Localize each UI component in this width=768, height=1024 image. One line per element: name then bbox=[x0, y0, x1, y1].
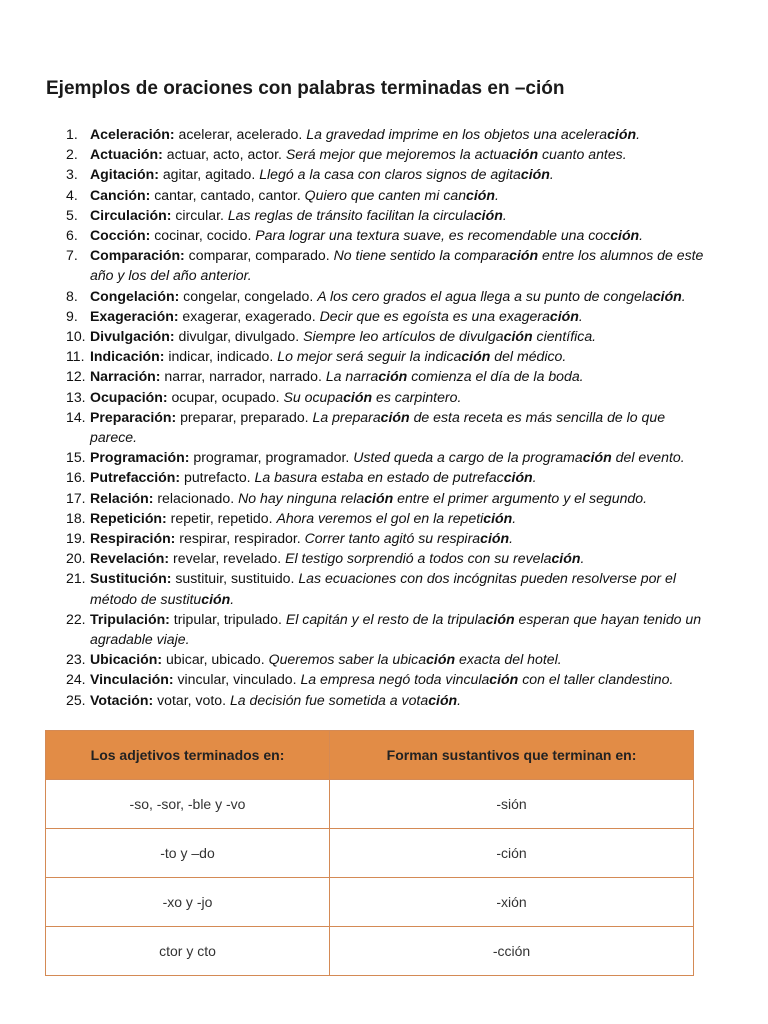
list-item bbox=[0, 124, 710, 144]
item-example: A los cero grados el agua llega a su punto de congela bbox=[317, 287, 653, 304]
item-suffix: ción bbox=[489, 671, 519, 688]
item-example-tail: . bbox=[580, 550, 585, 567]
item-number: 22. bbox=[66, 610, 86, 627]
item-example: No tiene sentido la compara bbox=[333, 247, 510, 264]
item-related-words: sustituir, sustituido. bbox=[171, 570, 299, 587]
item-number: 20. bbox=[66, 550, 86, 567]
item-word: Indicación: bbox=[90, 348, 165, 365]
item-related-words: ubicar, ubicado. bbox=[162, 651, 269, 668]
item-example-tail: . bbox=[509, 530, 514, 547]
item-word: Vinculación: bbox=[90, 671, 174, 688]
item-related-words: votar, voto. bbox=[153, 691, 230, 708]
item-example: La basura estaba en estado de putrefac bbox=[254, 469, 504, 486]
list-item bbox=[0, 144, 710, 164]
list-item bbox=[0, 649, 710, 669]
item-number: 15. bbox=[66, 449, 86, 466]
list-item bbox=[0, 568, 710, 608]
item-example-tail: con el taller clandestino. bbox=[518, 671, 674, 688]
item-word: Sustitución: bbox=[90, 570, 172, 587]
item-example-tail: . bbox=[578, 307, 583, 324]
table-row bbox=[46, 878, 694, 927]
item-example: Para lograr una textura suave, es recomendable una coc bbox=[255, 227, 611, 244]
item-example: Su ocupa bbox=[283, 388, 344, 405]
item-number: 14. bbox=[66, 408, 86, 425]
item-example-tail: . bbox=[495, 186, 499, 203]
item-example: La decisión fue sometida a vota bbox=[229, 691, 429, 708]
item-suffix: ción bbox=[509, 146, 539, 163]
item-related-words: putrefacto. bbox=[180, 469, 255, 486]
item-example: No hay ninguna rela bbox=[238, 489, 365, 506]
item-example: Ahora veremos el gol en la repeti bbox=[276, 509, 484, 526]
table-cell-adjective: -to y –do bbox=[46, 829, 330, 878]
table-row bbox=[46, 780, 694, 829]
table-header-nouns: Forman sustantivos que terminan en: bbox=[330, 731, 694, 780]
list-item bbox=[0, 164, 710, 184]
item-word: Divulgación: bbox=[90, 328, 175, 345]
list-item bbox=[0, 366, 710, 386]
item-suffix: ción bbox=[551, 550, 581, 567]
item-number: 9. bbox=[66, 307, 78, 324]
item-number: 6. bbox=[66, 227, 78, 244]
item-related-words: acelerar, acelerado. bbox=[174, 126, 307, 142]
item-suffix: ción bbox=[364, 489, 394, 506]
item-example-tail: . bbox=[636, 126, 640, 142]
item-suffix: ción bbox=[473, 206, 503, 223]
item-related-words: tripular, tripulado. bbox=[169, 610, 286, 627]
item-example: Lo mejor será seguir la indica bbox=[277, 348, 462, 365]
item-number: 5. bbox=[66, 206, 78, 223]
item-example-tail: exacta del hotel. bbox=[455, 651, 562, 668]
list-item bbox=[0, 205, 710, 225]
list-item bbox=[0, 669, 710, 689]
item-number: 2. bbox=[66, 146, 78, 163]
item-number: 12. bbox=[66, 368, 86, 385]
item-word: Exageración: bbox=[90, 307, 179, 324]
item-example-tail: de esta receta es más sencilla de lo que parece. bbox=[90, 408, 666, 446]
list-item bbox=[0, 508, 710, 528]
table-row bbox=[46, 829, 694, 878]
item-example-tail: . bbox=[681, 287, 686, 304]
table-cell-noun: -ción bbox=[330, 829, 694, 878]
item-word: Repetición: bbox=[90, 509, 167, 526]
item-number: 8. bbox=[66, 287, 78, 304]
item-suffix: ción bbox=[549, 307, 579, 324]
item-number: 24. bbox=[66, 671, 86, 688]
item-suffix: ción bbox=[378, 368, 408, 385]
list-item bbox=[0, 467, 710, 487]
item-number: 10. bbox=[66, 328, 86, 345]
item-suffix: ción bbox=[380, 408, 410, 425]
item-example-tail: . bbox=[549, 166, 554, 183]
list-item bbox=[0, 245, 710, 285]
item-word: Canción: bbox=[90, 186, 151, 203]
item-related-words: actuar, acto, actor. bbox=[162, 146, 286, 163]
item-word: Comparación: bbox=[90, 247, 185, 264]
item-example: La empresa negó toda vincula bbox=[300, 671, 490, 688]
item-number: 17. bbox=[66, 489, 86, 506]
item-suffix: ción bbox=[343, 388, 373, 405]
list-item bbox=[0, 225, 710, 245]
item-related-words: revelar, revelado. bbox=[169, 550, 286, 567]
item-example: El testigo sorprendió a todos con su revela bbox=[285, 550, 552, 567]
item-suffix: ción bbox=[426, 651, 456, 668]
item-related-words: circular. bbox=[171, 206, 228, 223]
item-suffix: ción bbox=[461, 348, 491, 365]
item-word: Preparación: bbox=[90, 408, 177, 425]
item-example-tail: entre los alumnos de este año y los del año anterior. bbox=[90, 247, 704, 284]
item-number: 3. bbox=[66, 166, 78, 183]
item-suffix: ción bbox=[485, 610, 515, 627]
list-item bbox=[0, 447, 710, 467]
table-cell-adjective: ctor y cto bbox=[46, 927, 330, 976]
item-example-tail: . bbox=[502, 206, 507, 223]
list-item bbox=[0, 286, 710, 306]
list-item bbox=[0, 488, 710, 508]
item-related-words: vincular, vinculado. bbox=[173, 671, 301, 688]
item-word: Actuación: bbox=[90, 146, 163, 163]
list-item bbox=[0, 548, 710, 568]
suffix-table bbox=[45, 730, 694, 976]
item-word: Tripulación: bbox=[90, 610, 170, 627]
page-title: Ejemplos de oraciones con palabras terminadas en –ción bbox=[46, 78, 565, 99]
item-number: 23. bbox=[66, 651, 86, 668]
item-example: La narra bbox=[325, 368, 379, 385]
examples-list bbox=[0, 124, 768, 710]
item-example-tail: . bbox=[457, 691, 462, 708]
item-related-words: cantar, cantado, cantor. bbox=[150, 186, 305, 203]
item-number: 13. bbox=[66, 388, 86, 405]
item-suffix: ción bbox=[607, 126, 637, 142]
item-word: Cocción: bbox=[90, 227, 151, 244]
list-item bbox=[0, 346, 710, 366]
item-example-tail: . bbox=[639, 227, 644, 244]
table-cell-adjective: -so, -sor, -ble y -vo bbox=[46, 780, 330, 829]
item-suffix: ción bbox=[509, 247, 539, 264]
table-cell-noun: -xión bbox=[330, 878, 694, 927]
item-example: Las ecuaciones con dos incógnitas pueden resolverse por el método de sustitu bbox=[90, 570, 676, 607]
item-suffix: ción bbox=[201, 590, 231, 607]
item-example: Decir que es egoísta es una exagera bbox=[319, 307, 550, 324]
item-related-words: narrar, narrador, narrado. bbox=[160, 368, 326, 385]
item-number: 4. bbox=[66, 186, 78, 203]
list-item bbox=[0, 387, 710, 407]
item-related-words: respirar, respirador. bbox=[175, 530, 305, 547]
item-related-words: congelar, congelado. bbox=[179, 287, 318, 304]
item-example-tail: científica. bbox=[532, 328, 597, 345]
item-number: 7. bbox=[66, 247, 78, 264]
item-suffix: ción bbox=[610, 227, 640, 244]
item-example-tail: entre el primer argumento y el segundo. bbox=[393, 489, 648, 506]
table-cell-adjective: -xo y -jo bbox=[46, 878, 330, 927]
item-number: 16. bbox=[66, 469, 86, 486]
list-item bbox=[0, 528, 710, 548]
item-suffix: ción bbox=[480, 530, 510, 547]
item-related-words: divulgar, divulgado. bbox=[174, 328, 304, 345]
item-example-tail: . bbox=[512, 509, 517, 526]
item-number: 18. bbox=[66, 509, 86, 526]
table-cell-noun: -cción bbox=[330, 927, 694, 976]
item-suffix: ción bbox=[503, 469, 533, 486]
item-related-words: programar, programador. bbox=[189, 449, 354, 466]
item-example: La prepara bbox=[312, 408, 381, 425]
item-number: 11. bbox=[66, 348, 85, 365]
item-related-words: preparar, preparado. bbox=[176, 408, 313, 425]
item-word: Ocupación: bbox=[90, 388, 168, 405]
item-word: Programación: bbox=[90, 449, 190, 466]
item-example-tail: comienza el día de la boda. bbox=[407, 368, 584, 385]
item-suffix: ción bbox=[582, 449, 612, 466]
item-example: Usted queda a cargo de la programa bbox=[353, 449, 583, 466]
item-word: Putrefacción: bbox=[90, 469, 181, 486]
item-related-words: indicar, indicado. bbox=[164, 348, 278, 365]
table-header-adjectives: Los adjetivos terminados en: bbox=[46, 731, 330, 780]
item-example: Queremos saber la ubica bbox=[268, 651, 427, 668]
list-item bbox=[0, 326, 710, 346]
item-word: Relación: bbox=[90, 489, 154, 506]
item-word: Respiración: bbox=[90, 530, 176, 547]
item-example-tail: cuanto antes. bbox=[538, 146, 627, 163]
item-word: Aceleración: bbox=[90, 126, 175, 142]
item-related-words: relacionado. bbox=[153, 489, 239, 506]
item-suffix: ción bbox=[520, 166, 550, 183]
item-example-tail: es carpintero. bbox=[372, 388, 462, 405]
item-related-words: agitar, agitado. bbox=[158, 166, 260, 183]
item-related-words: comparar, comparado. bbox=[184, 247, 334, 264]
item-example: Correr tanto agitó su respira bbox=[304, 530, 481, 547]
item-word: Votación: bbox=[90, 691, 154, 708]
list-item bbox=[0, 185, 710, 205]
item-word: Narración: bbox=[90, 368, 161, 385]
item-example: La gravedad imprime en los objetos una acelera bbox=[306, 126, 608, 142]
item-suffix: ción bbox=[503, 328, 533, 345]
item-number: 19. bbox=[66, 530, 86, 547]
item-related-words: ocupar, ocupado. bbox=[167, 388, 284, 405]
item-suffix: ción bbox=[466, 186, 496, 203]
item-example: Las reglas de tránsito facilitan la circula bbox=[227, 206, 474, 223]
item-suffix: ción bbox=[428, 691, 458, 708]
item-example: Siempre leo artículos de divulga bbox=[303, 328, 504, 345]
item-example-tail: del médico. bbox=[490, 348, 567, 365]
item-word: Ubicación: bbox=[90, 651, 163, 668]
item-related-words: repetir, repetido. bbox=[166, 509, 277, 526]
item-word: Revelación: bbox=[90, 550, 170, 567]
item-example: El capitán y el resto de la tripula bbox=[285, 610, 486, 627]
item-example: Será mejor que mejoremos la actua bbox=[285, 146, 510, 163]
item-word: Circulación: bbox=[90, 206, 172, 223]
item-example: Quiero que canten mi can bbox=[304, 186, 467, 203]
item-example-tail: . bbox=[230, 590, 235, 607]
list-item bbox=[0, 306, 710, 326]
item-example-tail: esperan que hayan tenido un agradable viaje. bbox=[90, 610, 702, 648]
item-number: 25. bbox=[66, 691, 86, 708]
item-related-words: exagerar, exagerado. bbox=[178, 307, 320, 324]
table-cell-noun: -sión bbox=[330, 780, 694, 829]
item-related-words: cocinar, cocido. bbox=[150, 227, 256, 244]
item-example-tail: del evento. bbox=[611, 449, 685, 466]
table-row bbox=[46, 927, 694, 976]
item-example: Llegó a la casa con claros signos de agita bbox=[259, 166, 521, 183]
list-item bbox=[0, 690, 710, 710]
item-number: 1. bbox=[66, 126, 78, 142]
item-example-tail: . bbox=[532, 469, 537, 486]
item-number: 21. bbox=[66, 570, 86, 587]
table-header-row bbox=[46, 731, 694, 780]
item-word: Congelación: bbox=[90, 287, 180, 304]
list-item bbox=[0, 609, 710, 649]
item-word: Agitación: bbox=[90, 166, 159, 183]
item-suffix: ción bbox=[483, 509, 513, 526]
list-item bbox=[0, 407, 710, 447]
item-suffix: ción bbox=[652, 287, 682, 304]
